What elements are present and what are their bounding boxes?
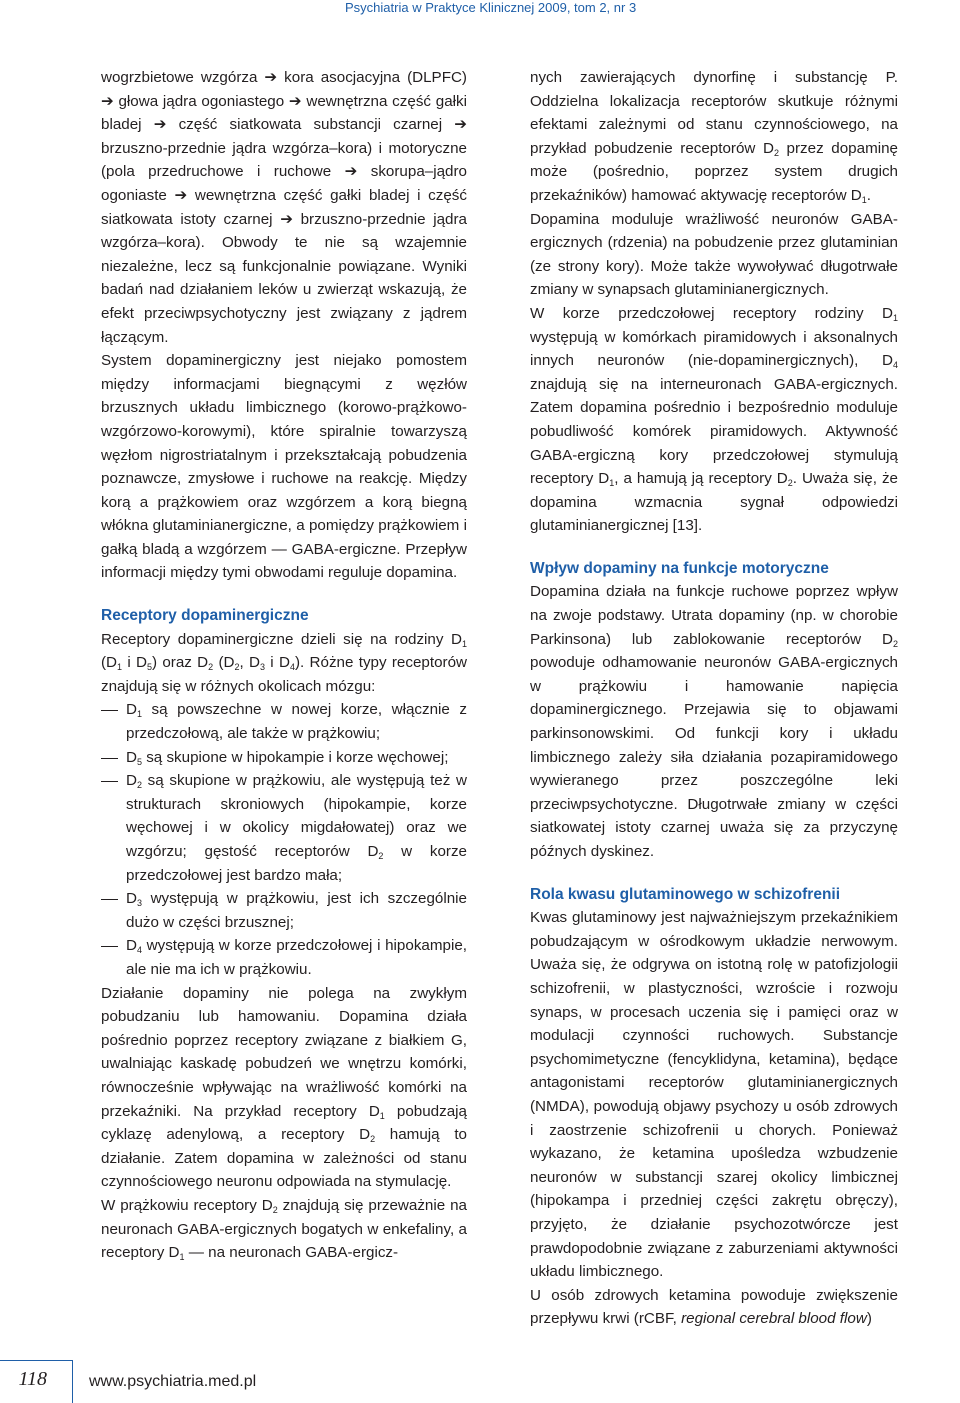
section-heading-glutamine: Rola kwasu glutaminowego w schizofrenii: [530, 885, 841, 903]
journal-title: Psychiatria w Praktyce Klinicznej 2009, tom 2, nr 3: [345, 0, 637, 15]
running-header: [0, 0, 960, 34]
paragraph: Dopamina moduluje wrażliwość neuronów GABA-ergicznych (rdzenia) na pobudzenie przez glutaminian (ze strony kory). Może także wywoływać długotrwałe zmiany w synapsach glutaminianergicznych.: [530, 210, 898, 299]
paragraph: Kwas glutaminowy jest najważniejszym przekaźnikiem pobudzającym w ośrodkowym układzie nerwowym. Uważa się, że odgrywa on istotną rolę w patofizjologii schizofrenii, w plastyczności, wzroście i rozwoju synaps, w procesach uczenia się i pamięci oraz w modulacji czynności ruchowych. Substancje psychomimetyczne (fencyklidyna, ketamina), będące antagonistami receptorów glutaminianergicznych (NMDA), powodują objawy psychozy u osób zdrowych i zaostrzenie schizofrenii u chorych. Ponieważ wykazano, że ketamina upośledza wzbudzenie neuronów w substancji szarej okolicy limbicznej (hipokampa i przedniej części zakrętu obręczy), przyjęto, że działanie psychozotwórcze jest prawdopodobnie związane z zaburzeniami aktywności układu limbicznego.: [530, 909, 898, 1281]
receptor-list: [101, 698, 467, 981]
right-column: [530, 66, 898, 1331]
paragraph: W korze przedczołowej receptory rodziny $D_1$ występują w komórkach piramidowych i aksonalnych innych neuronów (nie-dopaminergicznych), $D_4$ znajdują się na interneuronach GABA-ergicznych. Zatem dopamina pośrednio i bezpośrednio moduluje pobudliwość komórek piramidowych. Aktywność GABA-ergiczną kory przedczołowej stymulują receptory $D_1$, a hamują ją receptory $D_2$. Uważa się, że dopamina wzmacnia sygnał odpowiedzi glutaminianergicznej [13].: [530, 304, 898, 535]
section-heading-motor: Wpływ dopaminy na funkcje motoryczne: [530, 559, 829, 577]
footer-divider: [72, 1360, 73, 1403]
paragraph: System dopaminergiczny jest niejako pomostem między informacjami biegnącymi z węzłów brzusznych układu limbicznego (korowo-prążkowo-wzgórzowo-korowymi), które spiralnie towarzyszą węzłom nigrostriatalnym i przekształcają pobudzenia poznawcze, zmysłowe i ruchowe na reakcję. Między korą a prążkowiem oraz wzgórzem a korą biegną włókna glutaminianergiczne, a pomiędzy prążkowiem i gałką bladą a wzgórzem — GABA-ergiczne. Przepływ informacji między tymi obwodami reguluje dopamina.: [101, 352, 467, 582]
text-run: ): [866, 1310, 872, 1328]
section-heading-receptors: Receptory dopaminergiczne: [101, 607, 309, 625]
list-item: $D_3$ występują w prążkowiu, jest ich szczególnie dużo w części brzusznej;: [101, 887, 467, 934]
paragraph: Dopamina działa na funkcje ruchowe poprzez wpływ na zwoje podstawy. Utrata dopaminy (np. w chorobie Parkinsona) lub zablokowanie receptorów $D_2$ powoduje odhamowanie neuronów GABA-ergicznych w prążkowiu i hamowanie napięcia dopaminergicznego. Przejawia się to objawami parkinsonowskimi. Od funkcji kory i układu limbicznego zależy siła działania pozapiramidowego wywieranego przez poszczególne leki przeciwpsychotyczne. Długotrwałe zmiany w części siatkowatej istoty czarnej uważa się za przyczynę późnych dyskinez.: [530, 583, 898, 860]
paragraph: Receptory dopaminergiczne dzieli się na rodziny $D_1$ ($D_1$ i $D_5$) oraz $D_2$ ($D_2$, $D_3$ i $D_4$). Różne typy receptorów znajdują się w różnych okolicach mózgu:: [101, 630, 468, 695]
left-column: [101, 66, 467, 1265]
website-link[interactable]: www.psychiatria.med.pl: [89, 1373, 257, 1390]
paragraph: Działanie dopaminy nie polega na zwykłym pobudzaniu lub hamowaniu. Dopamina działa pośrednio poprzez receptory związane z białkiem G, uwalniając kaskadę pobudzeń we wnętrzu komórki, równocześnie wpływając na wrażliwość komórki na przekaźniki. Na przykład receptory $D_1$ pobudzają cyklazę adenylową, a receptory $D_2$ hamują to działanie. Zatem dopamina w zależności od stanu czynnościowego neuronu odpowiada na stymulację.: [101, 984, 467, 1191]
italic-term: regional cerebral blood flow: [681, 1310, 867, 1328]
paragraph: nych zawierających dynorfinę i substancję P. Oddzielna lokalizacja receptorów skutkuje różnymi efektami zależnymi od stanu czynnościowego, na przykład pobudzenie receptorów $D_2$ przez dopaminę może (pośrednio, poprzez system drugich przekaźników) hamować aktywację receptorów $D_1$.: [530, 69, 898, 205]
footer-rule: [0, 1360, 72, 1361]
page-number: 118: [18, 1368, 47, 1390]
list-item: $D_4$ występują w korze przedczołowej i hipokampie, ale nie ma ich w prążkowiu.: [101, 934, 467, 981]
text-run: U osób zdrowych ketamina powoduje zwiększenie przepływu krwi (rCBF,: [530, 1286, 898, 1328]
list-item: $D_1$ są powszechne w nowej korze, włącznie z przedczołową, ale także w prążkowiu;: [101, 698, 467, 745]
paragraph: W prążkowiu receptory $D_2$ znajdują się przeważnie na neuronach GABA-ergicznych bogatych w enkefaliny, a receptory $D_1$ — na neuronach GABA-ergicz-: [101, 1196, 467, 1263]
paragraph: [530, 1284, 898, 1331]
list-item: $D_2$ są skupione w prążkowiu, ale występują też w strukturach skroniowych (hipokampie, korze węchowej i w okolicy migdałowatej) oraz we wzgórzu; gęstość receptorów $D_2$ w korze przedczołowej jest bardzo mała;: [101, 769, 467, 887]
paragraph: wogrzbietowe wzgórza ➔ kora asocjacyjna (DLPFC) ➔ głowa jądra ogoniastego ➔ wewnętrzna część gałki bladej ➔ część siatkowata substancji czarnej ➔ brzuszno-przednie jądra wzgórza–kora) i motoryczne (pola przedruchowe i ruchowe ➔ skorupa–jądro ogoniaste ➔ wewnętrzna część gałki bladej i część siatkowata istoty czarnej ➔ brzuszno-przednie jądra wzgórza–kora). Obwody te nie są wzajemnie niezależne, lecz są funkcjonalnie powiązane. Wyniki badań nad działaniem leków u zwierząt wskazują, że efekt przeciwpsychotyczny jest związany z jądrem łączącym.: [101, 69, 467, 346]
list-item: $D_5$ są skupione w hipokampie i korze węchowej;: [101, 746, 467, 770]
